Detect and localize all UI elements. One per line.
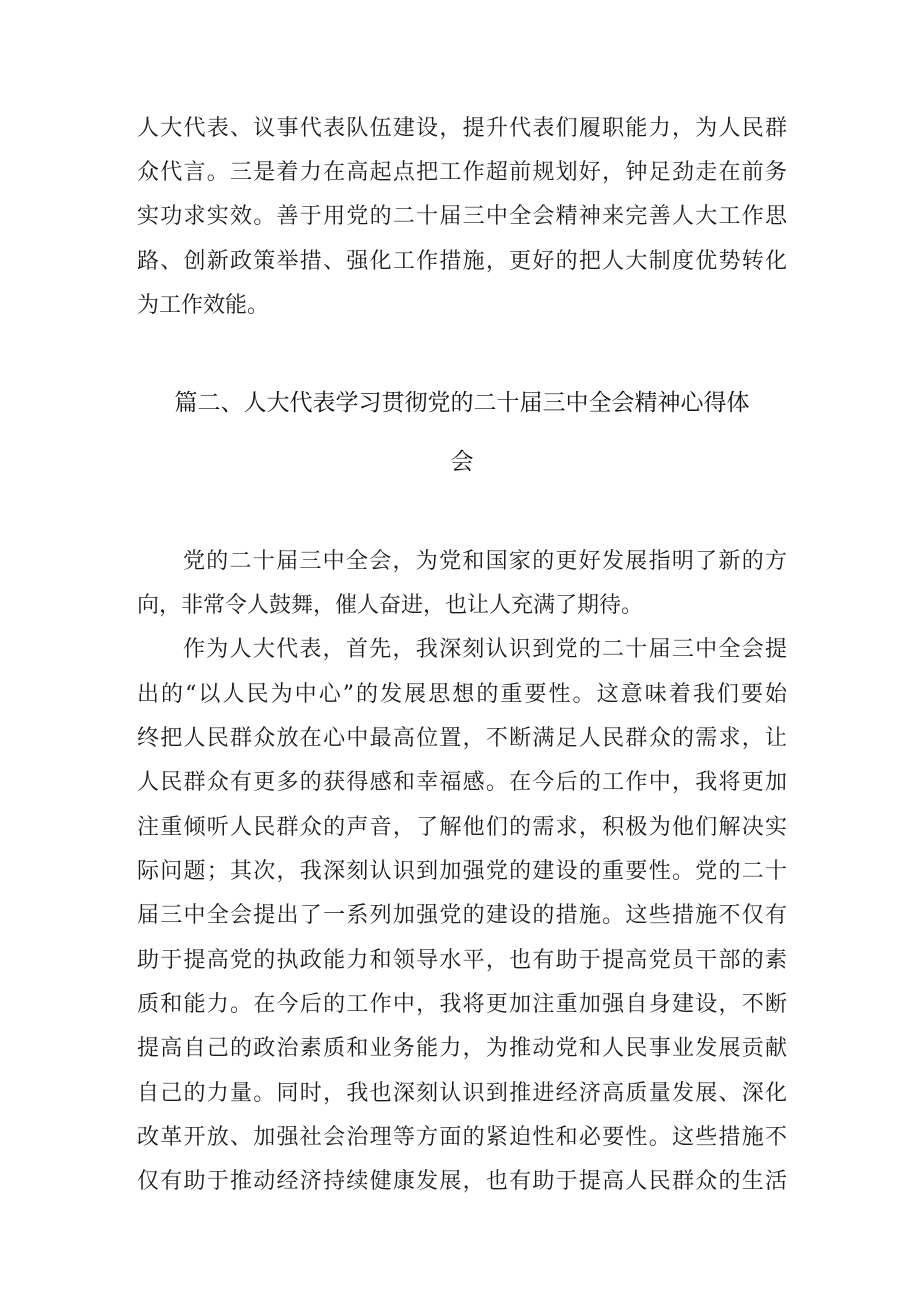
paragraph2-line-7: 届三中全会提出了一系列加强党的建设的措施。这些措施不仅有 (137, 903, 787, 928)
paragraph2-line-9: 质和能力。在今后的工作中，我将更加注重加强自身建设，不断 (137, 992, 787, 1017)
paragraph2-line-3: 终把人民群众放在心中最高位置，不断满足人民群众的需求，让 (137, 726, 787, 751)
paragraph2-line-1: 作为人大代表，首先，我深刻认识到党的二十届三中全会提 (183, 637, 787, 662)
intro-line-2: 众代言。三是着力在高起点把工作超前规划好，钟足劲走在前务 (137, 160, 787, 185)
paragraph2-line-8: 助于提高党的执政能力和领导水平，也有助于提高党员干部的素 (137, 948, 787, 973)
paragraph1-line-2: 向，非常令人鼓舞，催人奋进，也让人充满了期待。 (137, 593, 644, 618)
paragraph2-line-10: 提高自己的政治素质和业务能力，为推动党和人民事业发展贡献 (137, 1036, 787, 1061)
paragraph2-line-2: 出的“以人民为中心”的发展思想的重要性。这意味着我们要始 (137, 682, 787, 707)
intro-line-3: 实功求实效。善于用党的二十届三中全会精神来完善人大工作思 (137, 204, 787, 229)
paragraph2-line-5: 注重倾听人民群众的声音，了解他们的需求，积极为他们解决实 (137, 815, 787, 840)
section-title-line-1: 篇二、人大代表学习贯彻党的二十届三中全会精神心得体 (174, 390, 750, 416)
paragraph1-line-1: 党的二十届三中全会，为党和国家的更好发展指明了新的方 (183, 549, 787, 574)
paragraph2-line-6: 际问题；其次，我深刻认识到加强党的建设的重要性。党的二十 (137, 859, 787, 884)
paragraph2-line-12: 改革开放、加强社会治理等方面的紧迫性和必要性。这些措施不 (137, 1125, 787, 1150)
intro-line-1: 人大代表、议事代表队伍建设，提升代表们履职能力，为人民群 (137, 116, 787, 141)
section-title-line-2: 会 (450, 449, 474, 475)
paragraph2-line-4: 人民群众有更多的获得感和幸福感。在今后的工作中，我将更加 (137, 770, 787, 795)
intro-line-4: 路、创新政策举措、强化工作措施，更好的把人大制度优势转化 (137, 249, 787, 274)
paragraph2-line-13: 仅有助于推动经济持续健康发展，也有助于提高人民群众的生活 (137, 1169, 787, 1194)
paragraph2-line-11: 自己的力量。同时，我也深刻认识到推进经济高质量发展、深化 (137, 1081, 787, 1106)
intro-line-5: 为工作效能。 (137, 293, 270, 318)
